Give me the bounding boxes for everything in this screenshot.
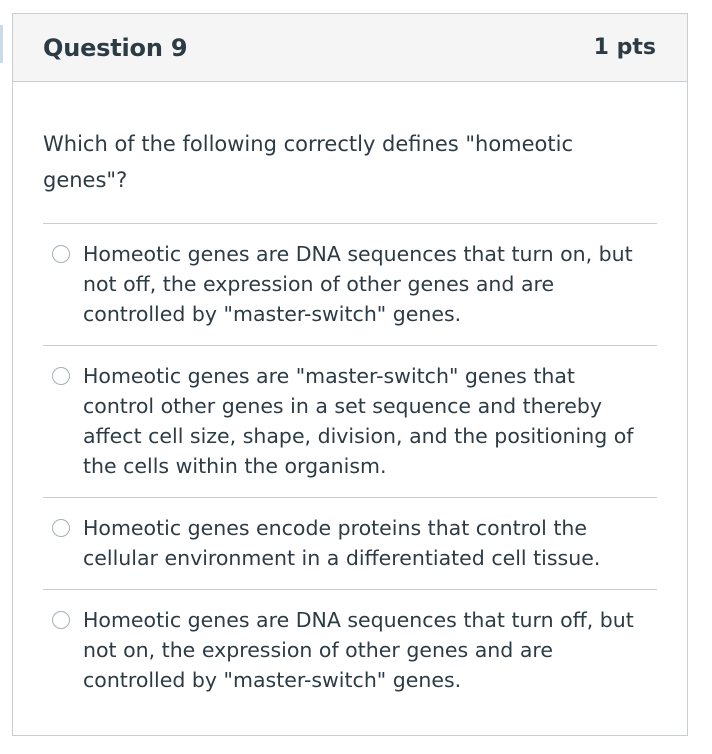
answer-option-1[interactable] <box>43 224 657 346</box>
question-header <box>13 14 687 82</box>
question-text: Which of the following correctly defines "homeotic genes"? <box>43 132 574 192</box>
left-accent-bar <box>0 25 3 63</box>
radio-button-icon[interactable] <box>52 367 70 385</box>
answer-option-3[interactable] <box>43 498 657 590</box>
answer-text[interactable]: Homeotic genes are "master-switch" genes that control other genes in a set sequence and thereby affect cell size, shape, division, and the positioning of the cells within the organism. <box>83 364 634 478</box>
question-body <box>13 82 687 711</box>
answer-text[interactable]: Homeotic genes are DNA sequences that turn off, but not on, the expression of other genes and are controlled by "master-switch" genes. <box>83 608 634 692</box>
radio-button-icon[interactable] <box>52 245 70 263</box>
answer-list <box>43 223 657 711</box>
radio-button-icon[interactable] <box>52 611 70 629</box>
question-points: 1 pts <box>593 35 656 60</box>
answer-option-4[interactable] <box>43 590 657 711</box>
question-title: Question 9 <box>43 33 188 62</box>
answer-option-2[interactable] <box>43 346 657 498</box>
answer-text[interactable]: Homeotic genes are DNA sequences that turn on, but not off, the expression of other genes and are controlled by "master-switch" genes. <box>83 242 633 326</box>
answer-text[interactable]: Homeotic genes encode proteins that control the cellular environment in a differentiated cell tissue. <box>83 516 601 570</box>
radio-button-icon[interactable] <box>52 519 70 537</box>
question-card <box>12 13 688 736</box>
